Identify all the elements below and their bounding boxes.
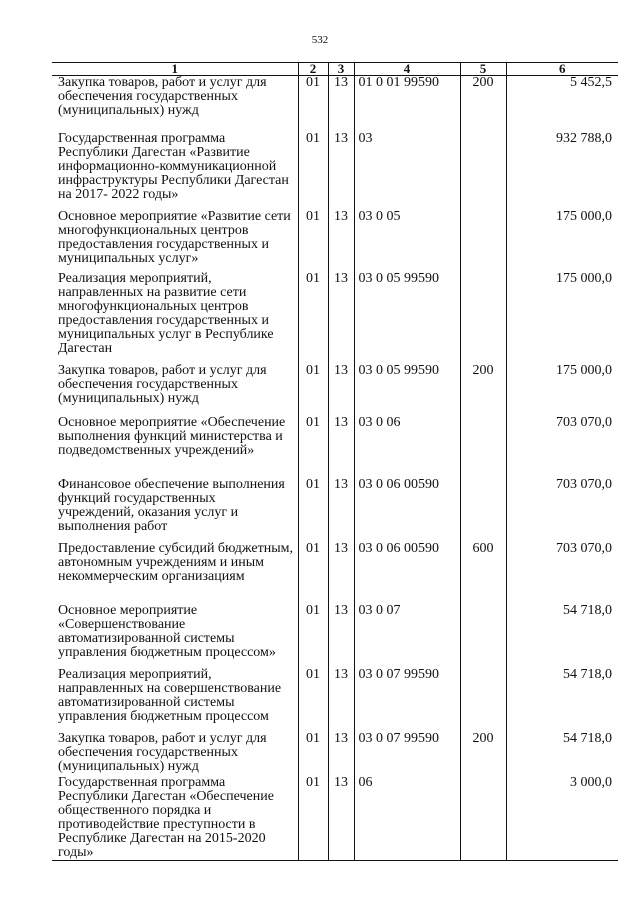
row-target-code-cell: 01 0 01 99590 (354, 76, 460, 133)
row-name-cell: Государственная программа Республики Дагестан «Обеспечение общественного порядка и противодействие преступности в Республике Дагестан на 2015-2020 годы» (52, 776, 298, 861)
row-target-code-cell: 03 (354, 132, 460, 210)
row-section-cell: 01 (298, 542, 328, 604)
row-expense-type-cell: 200 (460, 732, 506, 776)
row-target-code-cell: 03 0 07 (354, 604, 460, 668)
table-row (52, 604, 618, 668)
budget-table (52, 62, 618, 861)
row-name-cell: Основное мероприятие «Совершенствование автоматизированной системы управления бюджетным процессом» (58, 603, 276, 660)
row-target-code-cell: 03 0 05 99590 (354, 272, 460, 364)
row-amount-cell: 5 452,5 (506, 76, 618, 133)
row-expense-type-cell (460, 604, 506, 668)
row-amount-cell: 54 718,0 (506, 668, 618, 732)
row-section-cell: 01 (298, 76, 328, 133)
row-name-cell: Реализация мероприятий, направленных на развитие сети многофункциональных центров предоставления государственных и муниципальных услуг в Республике Дагестан (58, 271, 274, 356)
row-subsection-cell: 13 (328, 478, 354, 542)
row-subsection-cell: 13 (328, 132, 354, 210)
row-target-code-cell: 03 0 05 (354, 210, 460, 272)
row-target-code-cell: 03 0 06 (354, 416, 460, 478)
row-section-cell: 01 (298, 732, 328, 776)
row-amount-cell: 703 070,0 (506, 416, 618, 478)
row-section-cell: 01 (298, 364, 328, 416)
column-header-5: 5 (460, 63, 506, 76)
row-subsection-cell: 13 (328, 604, 354, 668)
table-row (52, 478, 618, 542)
row-target-code-cell: 06 (354, 776, 460, 861)
row-expense-type-cell (460, 416, 506, 478)
row-name-cell: Государственная программа Республики Дагестан «Развитие информационно-коммуникационной инфраструктуры Республики Дагестан на 2017- 2022 годы» (58, 131, 289, 202)
row-amount-cell: 175 000,0 (506, 364, 618, 416)
table-row (52, 210, 618, 272)
row-expense-type-cell: 200 (460, 76, 506, 133)
row-expense-type-cell (460, 776, 506, 861)
row-amount-cell: 175 000,0 (506, 210, 618, 272)
header-row (52, 63, 618, 76)
row-section-cell: 01 (298, 776, 328, 861)
table-row (52, 668, 618, 732)
row-target-code-cell: 03 0 06 00590 (354, 478, 460, 542)
row-subsection-cell: 13 (328, 668, 354, 732)
table-row (52, 132, 618, 210)
row-section-cell: 01 (298, 272, 328, 364)
row-section-cell: 01 (298, 132, 328, 210)
row-amount-cell: 703 070,0 (506, 542, 618, 604)
row-subsection-cell: 13 (328, 416, 354, 478)
table-row (52, 364, 618, 416)
row-expense-type-cell (460, 668, 506, 732)
row-name-cell: Финансовое обеспечение выполнения функций государственных учреждений, оказания услуг и выполнения работ (58, 477, 285, 534)
row-subsection-cell: 13 (328, 542, 354, 604)
table-row (52, 776, 618, 861)
row-subsection-cell: 13 (328, 272, 354, 364)
row-amount-cell: 932 788,0 (506, 132, 618, 210)
table-row (52, 542, 618, 604)
row-section-cell: 01 (298, 416, 328, 478)
table-row (52, 272, 618, 364)
row-subsection-cell: 13 (328, 210, 354, 272)
row-expense-type-cell (460, 132, 506, 210)
row-name-cell: Реализация мероприятий, направленных на совершенствование автоматизированной системы управления бюджетным процессом (58, 667, 282, 724)
row-expense-type-cell: 600 (460, 542, 506, 604)
row-subsection-cell: 13 (328, 364, 354, 416)
column-header-6: 6 (506, 63, 618, 76)
row-expense-type-cell (460, 272, 506, 364)
table-row (52, 416, 618, 478)
column-header-2: 2 (298, 63, 328, 76)
column-header-1: 1 (52, 63, 298, 76)
page-number: 532 (311, 34, 329, 46)
row-name-cell: Закупка товаров, работ и услуг для обеспечения государственных (муниципальных) нужд (58, 75, 267, 118)
row-section-cell: 01 (298, 478, 328, 542)
row-amount-cell: 175 000,0 (506, 272, 618, 364)
row-section-cell: 01 (298, 604, 328, 668)
row-subsection-cell: 13 (328, 732, 354, 776)
row-section-cell: 01 (298, 210, 328, 272)
row-name-cell: Закупка товаров, работ и услуг для обеспечения государственных (муниципальных) нужд (58, 363, 267, 406)
table-row (52, 76, 618, 133)
row-target-code-cell: 03 0 07 99590 (354, 668, 460, 732)
row-name-cell: Закупка товаров, работ и услуг для обеспечения государственных (муниципальных) нужд (58, 731, 267, 774)
row-subsection-cell: 13 (328, 776, 354, 861)
row-expense-type-cell: 200 (460, 364, 506, 416)
row-section-cell: 01 (298, 668, 328, 732)
row-name-cell: Основное мероприятие «Развитие сети многофункциональных центров предоставления государственных и муниципальных услуг» (58, 209, 291, 266)
row-amount-cell: 703 070,0 (506, 478, 618, 542)
row-expense-type-cell (460, 210, 506, 272)
row-subsection-cell: 13 (328, 76, 354, 133)
column-header-3: 3 (328, 63, 354, 76)
row-amount-cell: 54 718,0 (506, 732, 618, 776)
row-expense-type-cell (460, 478, 506, 542)
row-amount-cell: 3 000,0 (506, 776, 618, 861)
column-header-4: 4 (354, 63, 460, 76)
row-name-cell: Основное мероприятие «Обеспечение выполнения функций министерства и подведомственных учреждений» (58, 415, 286, 458)
row-name-cell: Предоставление субсидий бюджетным, автономным учреждениям и иным некоммерческим организациям (58, 541, 294, 584)
row-amount-cell: 54 718,0 (506, 604, 618, 668)
table-row (52, 732, 618, 776)
row-target-code-cell: 03 0 07 99590 (354, 732, 460, 776)
row-target-code-cell: 03 0 05 99590 (354, 364, 460, 416)
table-body (52, 76, 618, 861)
row-target-code-cell: 03 0 06 00590 (354, 542, 460, 604)
